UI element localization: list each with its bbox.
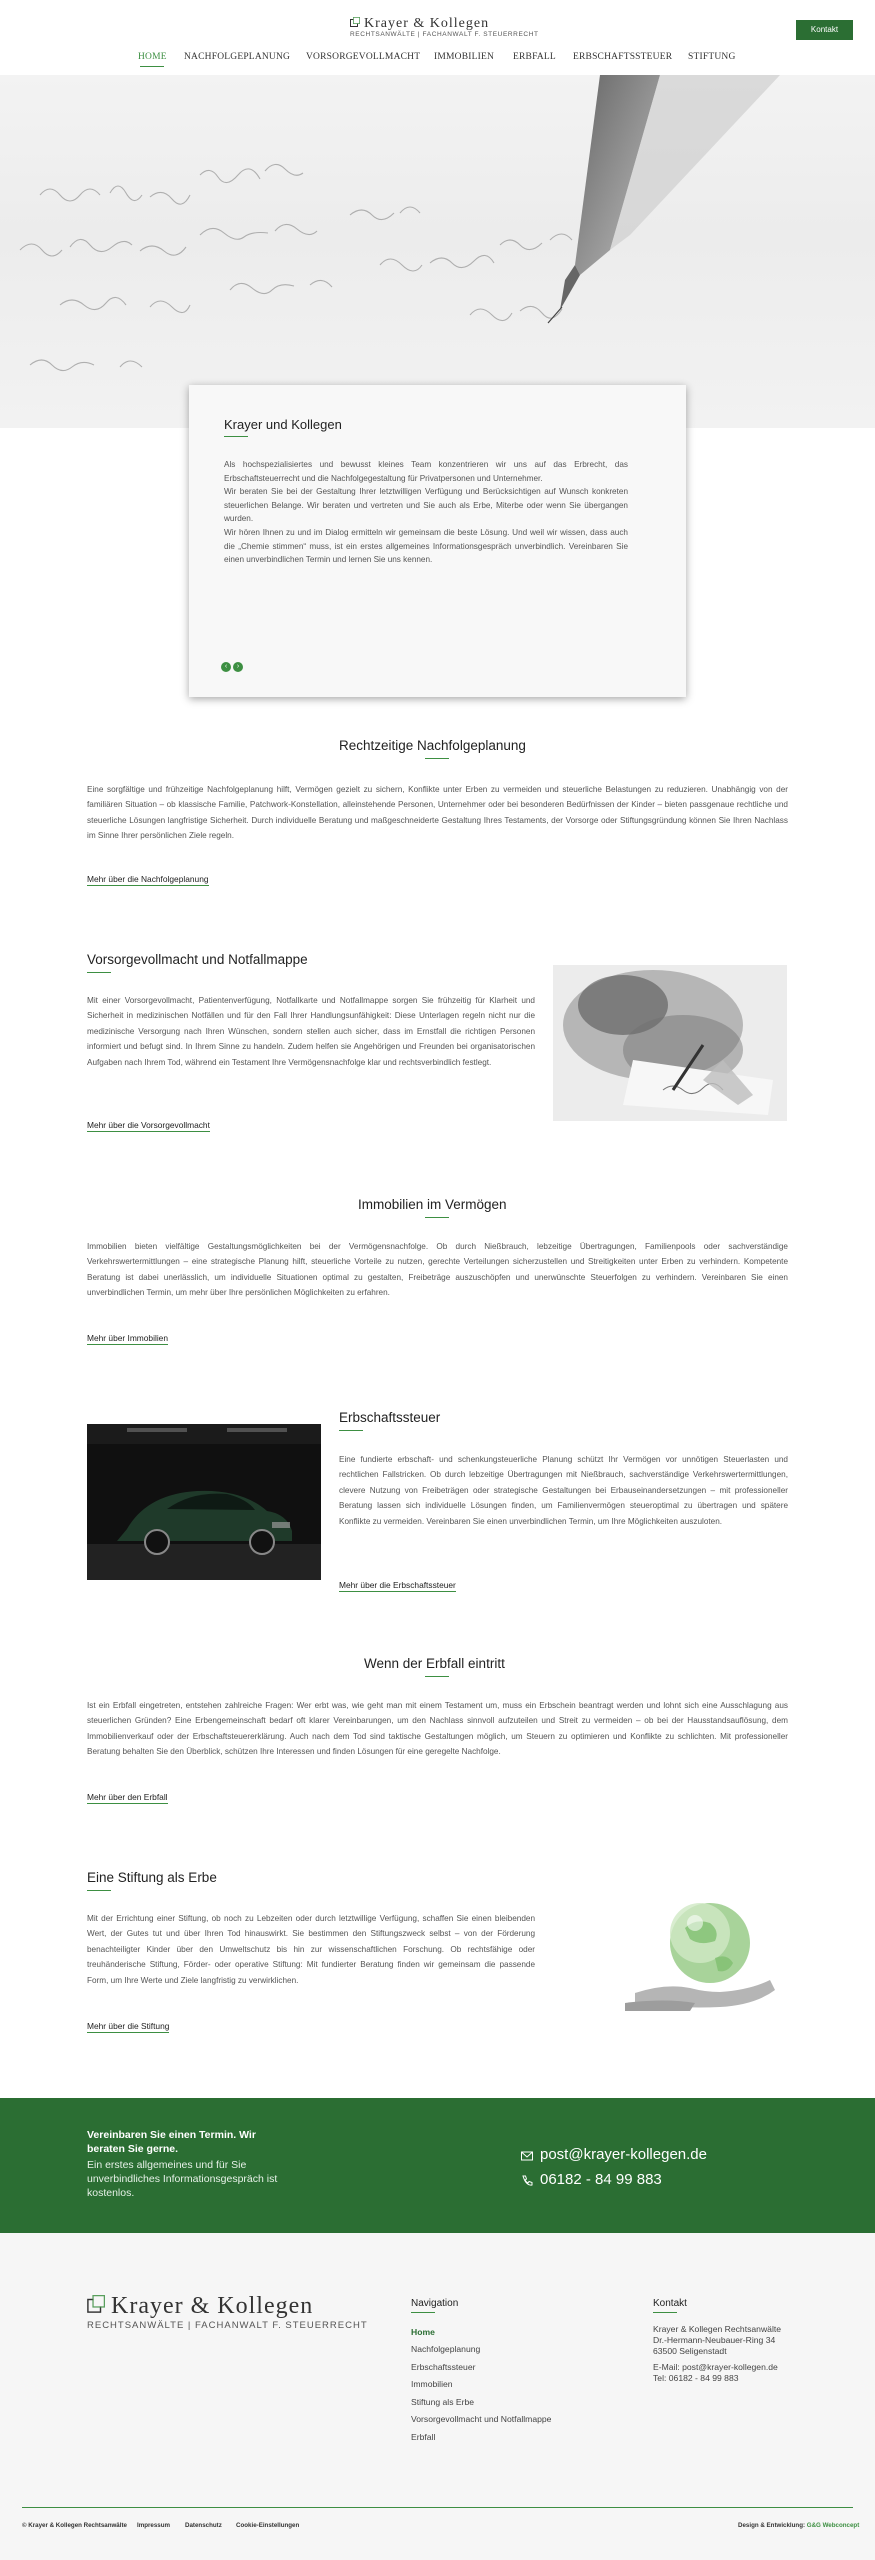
phone-icon: [520, 2174, 534, 2188]
logo-title: Krayer & Kollegen: [364, 16, 490, 31]
section-text-erbfall: Ist ein Erbfall eingetreten, entstehen zahlreiche Fragen: Wer erbt was, wie geht man mit einem Testament um, muss ein Erbschein beantragt werden und lohnt sich eine Ausschlagung aus steuerlichen Gründen? Eine Erbengemeinschaft bedarf oft klarer Vereinbarungen, um den Nachlass sinnvoll aufzuteilen und Streit zu vermeiden – ob bei der Hausstandsauflösung, dem Immobilienverkauf oder der Erbschaftsteuererklärung. Auch nach dem Tod sind taktische Gestaltungen möglich, um Steuern zu optimieren und Konflikte zu schlichten. Mit professioneller Beratung behalten Sie den Überblick, schützen Ihre Interessen und finden Lösungen für eine geregelte Nachfolge.: [87, 1701, 788, 1757]
footer-nav-erbschaftssteuer[interactable]: Erbschaftssteuer: [411, 2362, 476, 2372]
cta-text: Ein erstes allgemeines und für Sie unverbindliches Informationsgespräch ist kostenlos.: [87, 2159, 278, 2199]
intro-card: [189, 385, 686, 697]
logo-mark-icon: [87, 2295, 105, 2313]
logo-mark-icon: [350, 17, 360, 27]
site-logo[interactable]: [350, 16, 539, 42]
footer-nav-nachfolgeplanung[interactable]: Nachfolgeplanung: [411, 2344, 481, 2354]
cta-phone-link[interactable]: 06182 - 84 99 883: [540, 2171, 662, 2188]
footer-nav-heading: Navigation: [411, 2298, 459, 2309]
site-footer: [0, 2233, 875, 2560]
section-text-stiftung: Mit der Errichtung einer Stiftung, ob noch zu Lebzeiten oder durch letztwillige Verfügung, schaffen Sie einen bleibenden Wert, der Gutes tut und über Ihren Tod hinauswirkt. Sie bestimmen den Stiftungszweck selbst – von der Förderung benachteiligter Kinder über den Umweltschutz bis hin zur wissenschaftlichen Forschung. Ob rechtsfähige oder treuhänderische Stiftung, Förder- oder operative Stiftung: Mit fundierter Beratung finden wir gemeinsam die passende Form, um Ihre Werte und Ziele langfristig zu verwirklichen.: [87, 1914, 535, 1985]
footer-logo-subtitle: RECHTSANWÄLTE | FACHANWALT F. STEUERRECHT: [87, 2320, 368, 2331]
nav-erbschaftssteuer[interactable]: ERBSCHAFTSSTEUER: [573, 52, 673, 62]
arrow-right-icon[interactable]: ›: [233, 662, 243, 672]
section-rule-immobilien: [425, 1217, 449, 1218]
link-vorsorgevollmacht[interactable]: Mehr über die Vorsorgevollmacht: [87, 1120, 210, 1130]
footer-credit-link[interactable]: G&G Webconcept: [806, 2522, 860, 2529]
cta-email-link[interactable]: post@krayer-kollegen.de: [540, 2146, 707, 2163]
section-text-immobilien: Immobilien bieten vielfältige Gestaltungsmöglichkeiten bei der Vermögensnachfolge. Ob durch Nießbrauch, lebzeitige Übertragungen, Familienpools oder sachverständige Verkehrswertermittlungen – eine strategische Planung hilft, steuerliche Vorteile zu nutzen, gerechte Verteilungen sicherzustellen und Streitigkeiten unter Erben zu verhindern. Kompetente Beratung ist dabei unerlässlich, um individuelle Situationen optimal zu gestalten, Freibeträge auszuschöpfen und unerwünschte Steuerfolgen zu verhindern. Vereinbaren Sie einen unverbindlichen Termin, um mehr über Ihre persönlichen Möglichkeiten zu erfahren.: [87, 1242, 788, 1298]
globe-in-hands-image: [615, 1883, 787, 2011]
site-header: [0, 0, 875, 75]
nav-stiftung[interactable]: STIFTUNG: [688, 52, 736, 62]
vintage-car-garage-image: [87, 1424, 321, 1580]
footer-link-cookie-einstellungen[interactable]: Cookie-Einstellungen: [236, 2522, 300, 2529]
footer-link-datenschutz[interactable]: Datenschutz: [185, 2522, 222, 2529]
footer-nav-heading-rule: [411, 2312, 435, 2313]
section-title-erbschaft: Erbschaftssteuer: [339, 1410, 441, 1425]
hero-image: [0, 75, 875, 428]
link-immobilien[interactable]: Mehr über Immobilien: [87, 1333, 168, 1343]
card-title: Krayer und Kollegen: [224, 417, 342, 432]
footer-kontakt-heading-rule: [653, 2312, 677, 2313]
footer-email-link[interactable]: E-Mail: post@krayer-kollegen.de: [653, 2362, 778, 2372]
kontakt-button[interactable]: Kontakt: [796, 20, 853, 40]
envelope-icon: [520, 2149, 534, 2163]
section-rule-nachfolge: [425, 758, 449, 759]
nav-erbfall[interactable]: ERBFALL: [513, 52, 556, 62]
section-text-erbschaft: Eine fundierte erbschaft- und schenkungsteuerliche Planung schützt Ihr Vermögen vor unnötigen Steuerlasten und rechtlichen Fallstricken. Ob durch lebzeitige Übertragungen mit Nießbrauch, sachverständige Verkehrswertermittlungen, clevere Nutzung von Freibeträgen oder strategische Gestaltungen bei Erbauseinandersetzungen – mit professioneller Beratung lassen sich individuelle Lösungen finden, um Familienvermögen steueroptimal zu übertragen und spätere Konflikte zu vermeiden. Vereinbaren Sie einen unverbindlichen Termin, um Ihre Möglichkeiten auszuloten.: [339, 1455, 788, 1526]
section-text-nachfolge: Eine sorgfältige und frühzeitige Nachfolgeplanung hilft, Vermögen gezielt zu sichern, Konflikte unter Erben zu vermeiden und steuerliche Belastungen zu reduzieren. Unabhängig von der familiären Situation – ob klassische Familie, Patchwork-Konstellation, alleinstehende Personen, Unternehmer oder bei besonderen Bedürfnissen der Kinder – bieten passgenaue rechtliche und steuerliche Lösungen langfristige Sicherheit. Durch individuelle Beratung und maßgeschneiderte Gestaltung Ihres Testaments, der Vorsorge oder Stiftungsgründung können Sie Ihren Nachlass im Sinne Ihrer persönlichen Ziele regeln.: [87, 785, 788, 841]
footer-nav-vorsorgevollmacht[interactable]: Vorsorgevollmacht und Notfallmappe: [411, 2414, 552, 2424]
footer-street: Dr.-Hermann-Neubauer-Ring 34: [653, 2335, 776, 2345]
section-rule-erbschaft: [339, 1430, 363, 1431]
footer-nav-home[interactable]: Home: [411, 2327, 435, 2337]
footer-logo-title: Krayer & Kollegen: [111, 2293, 314, 2319]
footer-nav-erbfall[interactable]: Erbfall: [411, 2432, 436, 2442]
footer-link-impressum[interactable]: Impressum: [137, 2522, 171, 2529]
section-title-erbfall: Wenn der Erbfall eintritt: [364, 1656, 505, 1671]
link-stiftung[interactable]: Mehr über die Stiftung: [87, 2021, 170, 2031]
signing-document-image: [553, 965, 787, 1121]
footer-divider: [22, 2507, 853, 2508]
link-erbfall[interactable]: Mehr über den Erbfall: [87, 1792, 168, 1802]
nav-immobilien[interactable]: IMMOBILIEN: [434, 52, 495, 62]
cta-headline: Vereinbaren Sie einen Termin. Wir beraten Sie gerne.: [87, 2129, 256, 2155]
footer-copyright: © Krayer & Kollegen Rechtsanwälte: [22, 2522, 127, 2529]
link-nachfolgeplanung[interactable]: Mehr über die Nachfolgeplanung: [87, 874, 209, 884]
footer-credit-prefix: Design & Entwicklung:: [738, 2522, 807, 2529]
card-title-rule: [224, 436, 248, 437]
section-title-nachfolge: Rechtzeitige Nachfolgeplanung: [339, 738, 526, 753]
nav-nachfolgeplanung[interactable]: NACHFOLGEPLANUNG: [184, 52, 291, 62]
footer-nav-stiftung[interactable]: Stiftung als Erbe: [411, 2397, 475, 2407]
section-rule-vorsorge: [87, 972, 111, 973]
section-text-vorsorge: Mit einer Vorsorgevollmacht, Patientenverfügung, Notfallkarte und Notfallmappe sorgen Sie frühzeitig für Klarheit und Sicherheit in medizinischen Notfällen und für den Fall Ihrer Handlungsunfähigkeit: Diese Unterlagen regeln nicht nur die medizinische Versorgung nach Ihren Wünschen, sondern stellen auch sicher, dass im Ernstfall die richtigen Personen informiert und befugt sind. In Ihrem Sinne zu handeln. Zudem helfen sie Angehörigen und Freunden bei organisatorischen Aufgaben nach Ihrem Tod, während ein Testament Ihre Vermögensnachfolge klar und rechtsverbindlich festlegt.: [87, 996, 535, 1067]
arrow-left-icon[interactable]: ‹: [221, 662, 231, 672]
section-rule-stiftung: [87, 1890, 111, 1891]
section-title-immobilien: Immobilien im Vermögen: [358, 1197, 507, 1212]
logo-subtitle: RECHTSANWÄLTE | FACHANWALT F. STEUERRECHT: [350, 31, 539, 38]
section-title-vorsorge: Vorsorgevollmacht und Notfallmappe: [87, 952, 308, 967]
section-rule-erbfall: [425, 1676, 449, 1677]
footer-company: Krayer & Kollegen Rechtsanwälte: [653, 2324, 782, 2334]
section-title-stiftung: Eine Stiftung als Erbe: [87, 1870, 217, 1885]
card-text: Als hochspezialisiertes und bewusst kleines Team konzentrieren wir uns auf das Erbrecht, das Erbschaftsteuerrecht und die Nachfolgegestaltung für Privatpersonen und Unternehmer. Wir beraten Sie bei der Gestaltung Ihrer letztwilligen Verfügung und Berücksichtigen auf Wunsch konkreten steuerlichen Belange. Wir beraten und vertreten und Sie auch als Erbe, Miterbe oder wenn Sie übergangen wurden. Wir hören Ihnen zu und im Dialog ermitteln wir gemeinsam die beste Lösung. Und weil wir wissen, dass auch die „Chemie stimmen“ muss, ist ein erstes allgemeines Informationsgespräch unverbindlich. Vereinbaren Sie einen unverbindlichen Termin und lernen Sie uns kennen.: [224, 460, 628, 565]
footer-kontakt-heading: Kontakt: [653, 2298, 687, 2309]
nav-vorsorgevollmacht[interactable]: VORSORGEVOLLMACHT: [306, 52, 421, 62]
footer-credit: [738, 2522, 859, 2529]
footer-city: 63500 Seligenstadt: [653, 2346, 727, 2356]
nav-home[interactable]: HOME: [138, 52, 167, 62]
card-slider-controls: [221, 655, 245, 673]
footer-logo[interactable]: [87, 2293, 368, 2333]
footer-nav-immobilien[interactable]: Immobilien: [411, 2379, 453, 2389]
nav-active-indicator: [140, 66, 164, 67]
fountain-pen-handwriting-image: [0, 75, 875, 428]
link-erbschaftssteuer[interactable]: Mehr über die Erbschaftssteuer: [339, 1580, 456, 1590]
contact-banner: [0, 2098, 875, 2233]
footer-phone-link[interactable]: Tel: 06182 - 84 99 883: [653, 2373, 739, 2383]
